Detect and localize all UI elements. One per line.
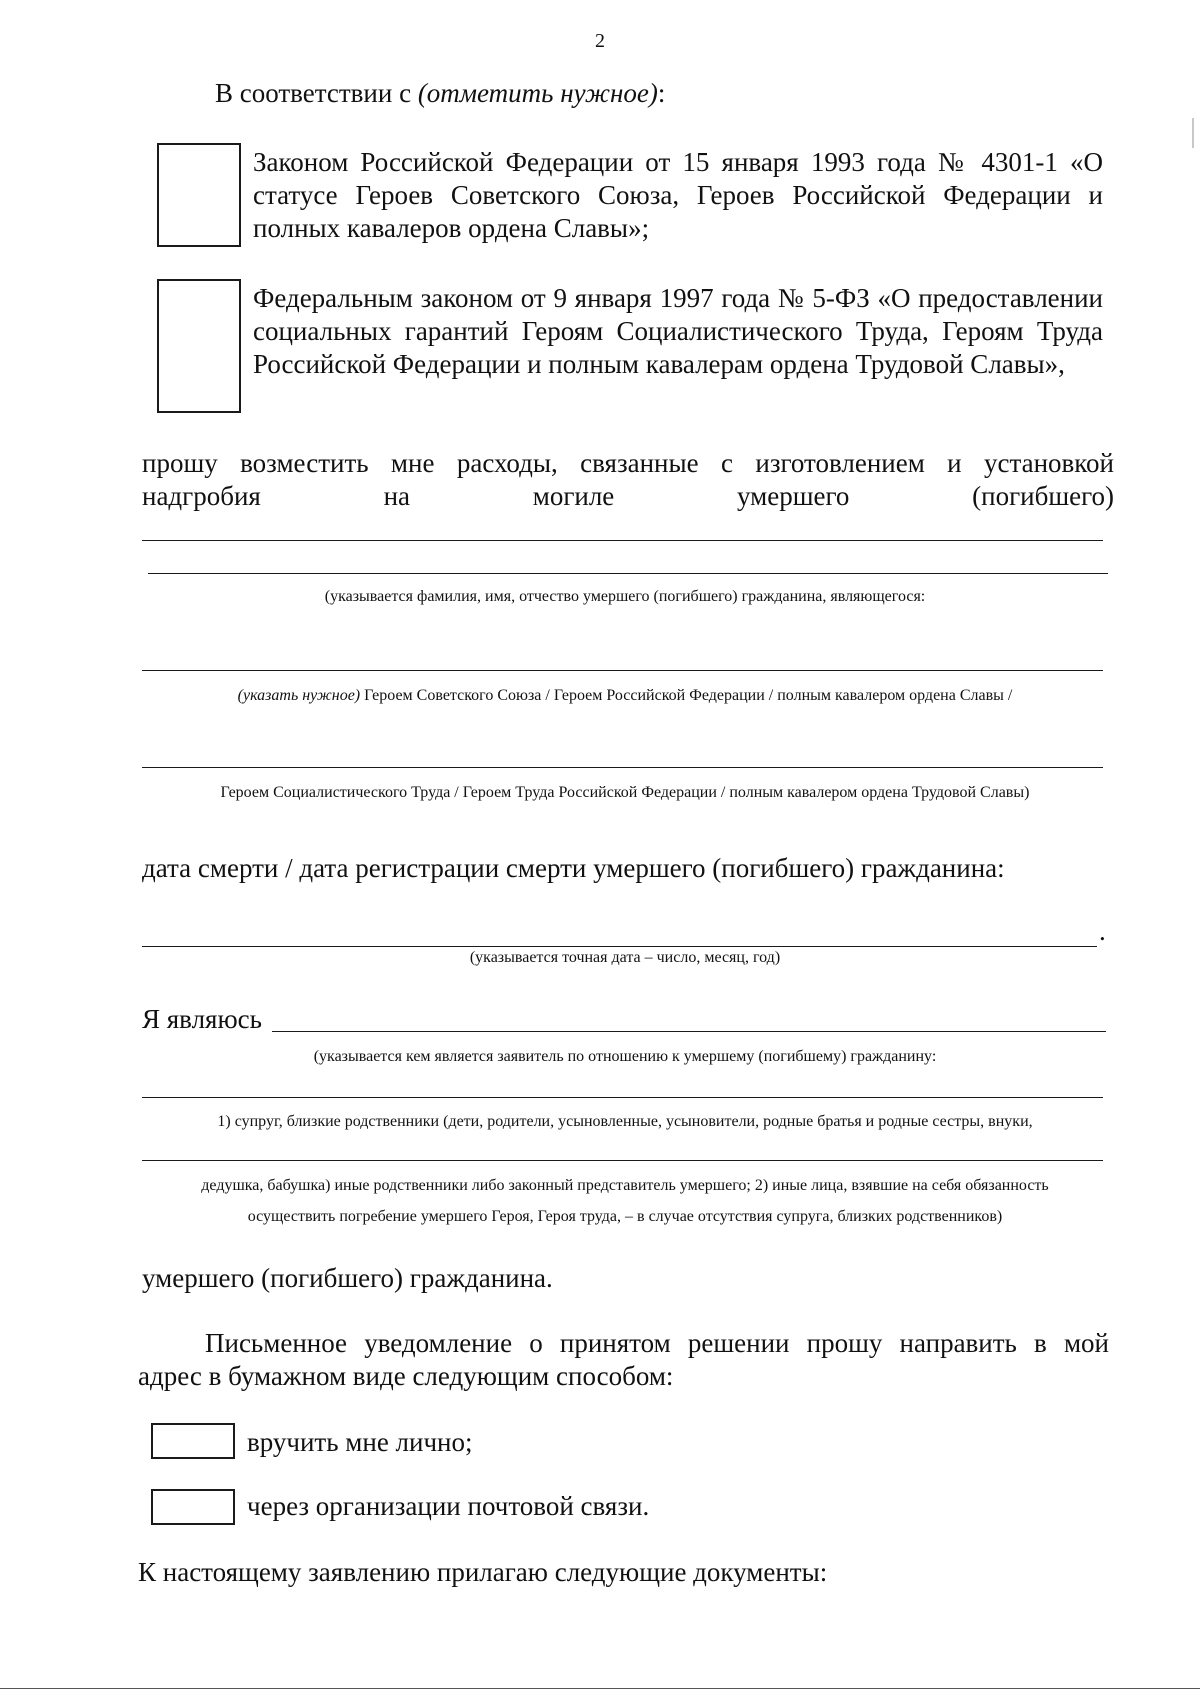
- relation-caption-1: (указывается кем является заявитель по отношению к умершему (погибшему) гражданину:: [313, 1048, 937, 1065]
- law-1-checkbox[interactable]: [157, 143, 241, 247]
- lead-italic: (отметить нужное): [417, 78, 658, 108]
- lead-main: В соответствии с: [215, 78, 418, 108]
- law-2-text: Федеральным законом от 9 января 1997 года № 5-ФЗ «О предоставлении социальных гарантий Героям Социалистического Труда, Героям Труда Российской Федерации и полным кавалерам ордена Трудовой Славы»,: [253, 283, 1103, 379]
- fio-caption: (указывается фамилия, имя, отчество умершего (погибшего) гражданина, являющегося:: [324, 588, 926, 605]
- hero-caption: [142, 687, 1108, 705]
- date-caption: (указывается точная дата – число, месяц, год): [469, 949, 781, 966]
- i-am-label: Я являюсь: [142, 1004, 262, 1034]
- death-date-line[interactable]: [142, 946, 1097, 947]
- page-number: 2: [595, 30, 605, 52]
- lead-text: [215, 78, 665, 109]
- hero-line-1[interactable]: [142, 670, 1103, 671]
- request-line-2: надгробия на могиле умершего (погибшего): [142, 481, 1114, 511]
- page-bottom-rule: [0, 1688, 1200, 1689]
- law-1-text: Законом Российской Федерации от 15 января 1993 года № 4301-1 «О статусе Героев Советского Союза, Героев Российской Федерации и полных кавалеров ордена Славы»;: [253, 147, 1103, 243]
- hero-line-2[interactable]: [142, 767, 1103, 768]
- relation-caption-2: 1) супруг, близкие родственники (дети, родители, усыновленные, усыновители, родные братья и родные сестры, внуки,: [217, 1113, 1033, 1130]
- deliver-post-checkbox[interactable]: [151, 1489, 235, 1525]
- hero-caption-italic: (указать нужное): [237, 687, 361, 704]
- deliver-personally-checkbox[interactable]: [151, 1423, 235, 1459]
- notification-line-1: Письменное уведомление о принятом решении прошу направить в мой: [205, 1328, 1109, 1358]
- relation-line-1[interactable]: [142, 1097, 1103, 1098]
- request-line-1: прошу возместить мне расходы, связанные с изготовлением и установкой: [142, 448, 1114, 478]
- hero-caption-rest: Героем Советского Союза / Героем Российской Федерации / полным кавалером ордена Славы /: [360, 687, 1013, 704]
- law-2-checkbox[interactable]: [157, 279, 241, 413]
- fio-line-1[interactable]: [142, 540, 1103, 541]
- i-am-line[interactable]: [272, 1031, 1106, 1032]
- attachments-label: К настоящему заявлению прилагаю следующие документы:: [138, 1557, 828, 1587]
- notification-line-2: адрес в бумажном виде следующим способом:: [138, 1361, 674, 1391]
- death-date-dot: .: [1099, 916, 1106, 946]
- scan-edge-mark: [1192, 118, 1194, 148]
- hero-caption-2: Героем Социалистического Труда / Героем Труда Российской Федерации / полным кавалером ордена Трудовой Славы): [220, 784, 1030, 801]
- relation-line-2[interactable]: [142, 1160, 1103, 1161]
- deliver-personally-label: вручить мне лично;: [247, 1427, 473, 1457]
- death-date-label: дата смерти / дата регистрации смерти умершего (погибшего) гражданина:: [142, 853, 1005, 883]
- lead-suffix: :: [657, 78, 666, 108]
- deceased-suffix: умершего (погибшего) гражданина.: [142, 1263, 553, 1293]
- deliver-post-label: через организации почтовой связи.: [247, 1491, 650, 1521]
- relation-caption-3: дедушка, бабушка) иные родственники либо законный представитель умершего; 2) иные лица, взявшие на себя обязанность: [201, 1177, 1049, 1194]
- relation-caption-4: осуществить погребение умершего Героя, Героя труда, – в случае отсутствия супруга, близких родственников): [247, 1208, 1003, 1225]
- fio-line-2[interactable]: [148, 573, 1108, 574]
